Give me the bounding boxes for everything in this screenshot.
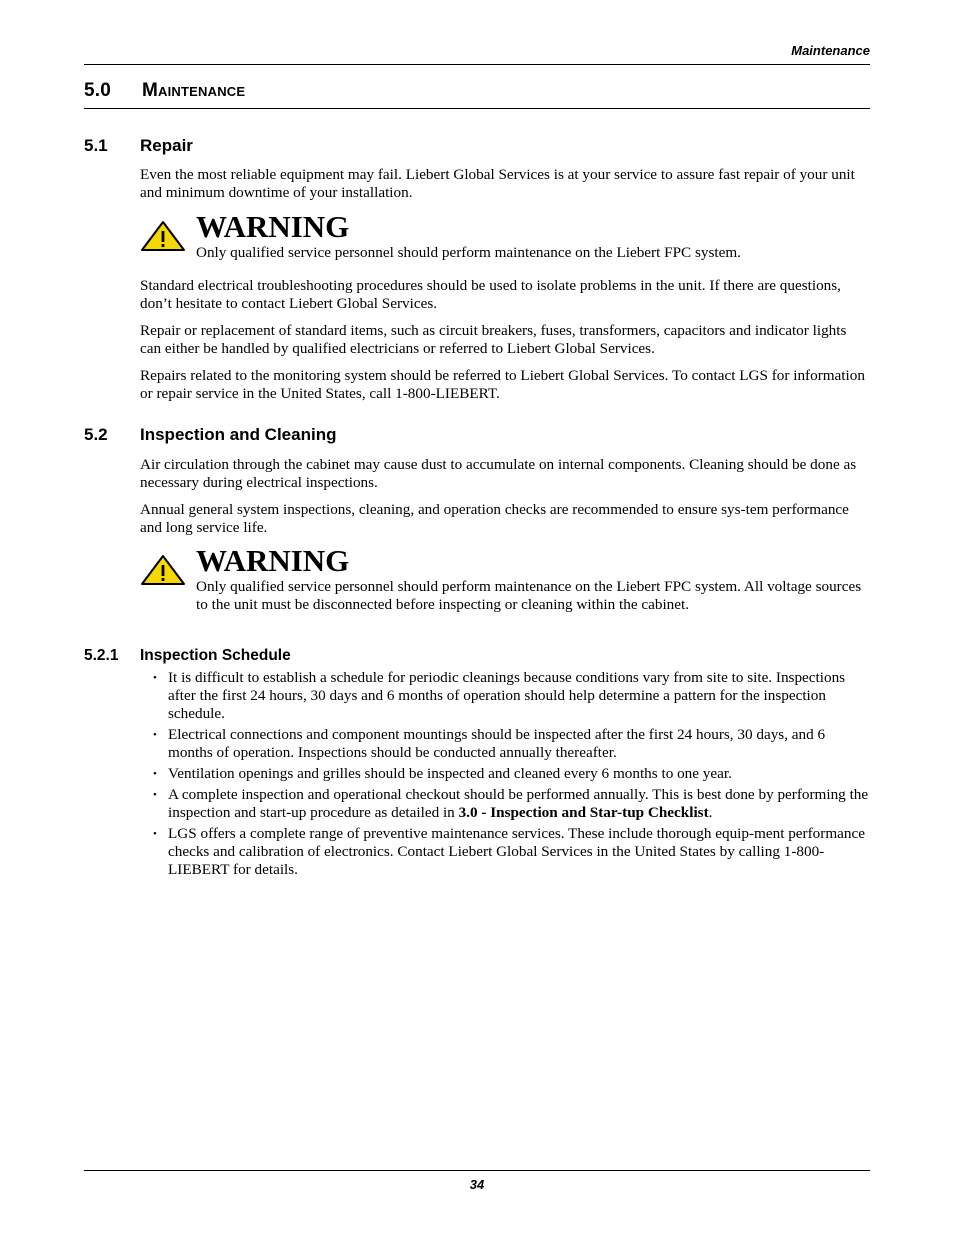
section-number: 5.0 xyxy=(84,80,112,101)
section-rule xyxy=(84,108,870,109)
running-header: Maintenance xyxy=(791,43,870,58)
warning-text: Only qualified service personnel should perform maintenance on the Liebert FPC system. xyxy=(196,244,741,261)
repair-number: 5.1 xyxy=(84,136,108,155)
section-heading xyxy=(84,80,245,102)
repair-paragraph: Repairs related to the monitoring system should be referred to Liebert Global Services. To contact LGS for information or repair service in the United States, call 1-800-LIEBERT. xyxy=(140,367,865,402)
cross-reference-link[interactable]: 3.0 - Inspection and Star-tup Checklist xyxy=(458,804,709,821)
list-item: • It is difficult to establish a schedule for periodic cleanings because conditions vary from site to site. Inspections after the first 24 hours, 30 days and 6 months of operation should help determine a pattern for the inspection schedule. xyxy=(153,669,846,722)
repair-paragraph: Standard electrical troubleshooting procedures should be used to isolate problems in the unit. If there are questions, don’t hesitate to contact Liebert Global Services. xyxy=(140,277,841,312)
footer-rule xyxy=(84,1170,870,1171)
list-item: • A complete inspection and operational checkout should be performed annually. This is best done by performing the inspection and start-up procedure as detailed in 3.0 - Inspection and Star-tup Checklist. xyxy=(153,786,869,821)
repair-title: Repair xyxy=(140,136,193,155)
inspection-title: Inspection and Cleaning xyxy=(140,425,337,444)
page-number: 34 xyxy=(469,1177,485,1192)
warning-title: WARNING xyxy=(196,543,350,578)
list-item: • Electrical connections and component mountings should be inspected after the first 24 hours, 30 days, and 6 months of operation. Inspections should be conducted annually thereafter. xyxy=(153,726,826,761)
section-title: Maintenance xyxy=(142,80,246,101)
schedule-number: 5.2.1 xyxy=(84,647,119,664)
warning-title: WARNING xyxy=(196,209,350,244)
bullet-icon: • xyxy=(153,729,157,741)
bullet-icon: • xyxy=(153,672,157,684)
repair-heading xyxy=(84,136,193,156)
header-rule xyxy=(84,64,870,65)
bullet-icon: • xyxy=(153,768,157,780)
inspection-heading xyxy=(84,425,336,445)
inspection-paragraph: Annual general system inspections, cleaning, and operation checks are recommended to ensure sys-tem performance and long service life. xyxy=(140,501,849,536)
bullet-icon: • xyxy=(153,789,157,801)
warning-triangle-icon xyxy=(140,554,186,586)
bullet-icon: • xyxy=(153,828,157,840)
inspection-number: 5.2 xyxy=(84,425,108,444)
warning-triangle-icon xyxy=(140,220,186,252)
repair-intro: Even the most reliable equipment may fail. Liebert Global Services is at your service to assure fast repair of your unit and minimum downtime of your installation. xyxy=(140,166,855,201)
list-item: • LGS offers a complete range of preventive maintenance services. These include thorough equip-ment performance checks and calibration of electronics. Contact Liebert Global Services in the United States by calling 1-800-LIEBERT for details. xyxy=(153,825,865,878)
warning-text: Only qualified service personnel should perform maintenance on the Liebert FPC system. All voltage sources to the unit must be disconnected before inspecting or cleaning within the cabinet. xyxy=(196,578,862,613)
list-item: • Ventilation openings and grilles should be inspected and cleaned every 6 months to one year. xyxy=(153,765,732,782)
inspection-paragraph: Air circulation through the cabinet may cause dust to accumulate on internal components. Cleaning should be done as necessary during electrical inspections. xyxy=(140,456,857,491)
repair-paragraph: Repair or replacement of standard items, such as circuit breakers, fuses, transformers, capacitors and indicator lights can either be handled by qualified electricians or referred to Liebert Global Services. xyxy=(140,322,847,357)
schedule-title: Inspection Schedule xyxy=(140,647,291,664)
schedule-heading xyxy=(84,647,291,665)
schedule-list xyxy=(150,669,870,882)
